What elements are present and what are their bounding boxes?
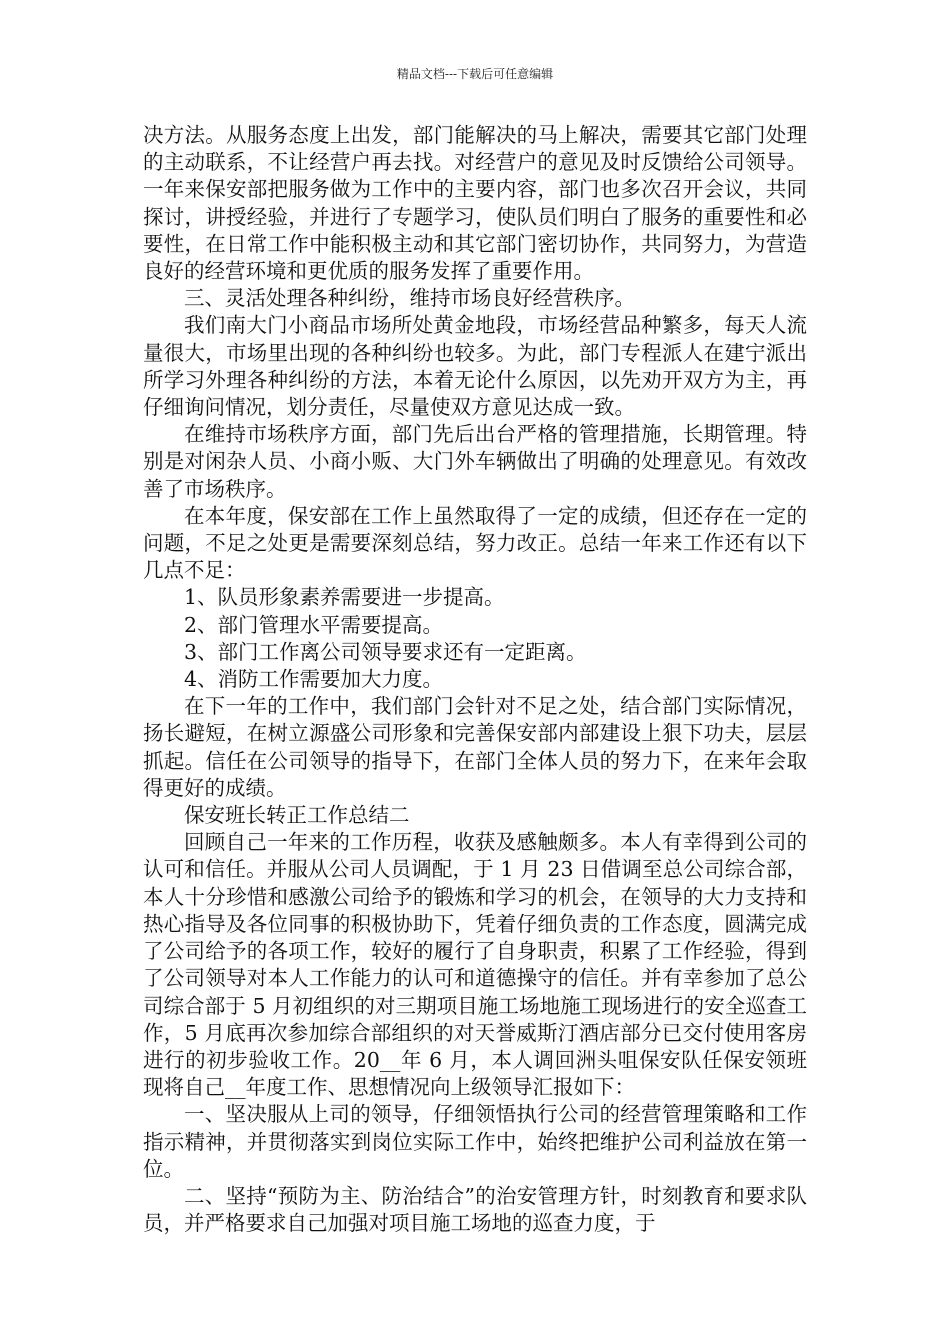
paragraph: 一、坚决服从上司的领导，仔细领悟执行公司的经营管理策略和工作指示精神，并贯彻落实到岗位实际工作中，始终把维护公司利益放在第一位。 [143,1102,807,1181]
paragraph: 决方法。从服务态度上出发，部门能解决的马上解决，需要其它部门处理的主动联系，不让经营户再去找。对经营户的意见及时反馈给公司领导。一年来保安部把服务做为工作中的主要内容，部门也多次召开会议，共同探讨，讲授经验，并进行了专题学习，使队员们明白了服务的重要性和必要性，在日常工作中能积极主动和其它部门密切协作，共同努力，为营造良好的经营环境和更优质的服务发挥了重要作用。 [143,123,807,284]
paragraph: 在维持市场秩序方面，部门先后出台严格的管理措施，长期管理。特别是对闲杂人员、小商小贩、大门外车辆做出了明确的处理意见。有效改善了市场秩序。 [143,422,807,501]
list-item: 3、部门工作离公司领导要求还有一定距离。 [184,639,587,664]
paragraph: 二、坚持“预防为主、防治结合”的治安管理方针，时刻教育和要求队员，并严格要求自己加强对项目施工场地的巡查力度，于 [143,1183,807,1236]
list-item: 4、消防工作需要加大力度。 [184,667,444,692]
document-body [143,122,807,1237]
paragraph: 在本年度，保安部在工作上虽然取得了一定的成绩，但还存在一定的问题，不足之处更是需要深刻总结，努力改正。总结一年来工作还有以下几点不足： [143,503,807,583]
paragraph: 在下一年的工作中，我们部门会针对不足之处，结合部门实际情况，扬长避短，在树立源盛公司形象和完善保安部内部建设上狠下功夫，层层抓起。信任在公司领导的指导下，在部门全体人员的努力下，在来年会取得更好的成绩。 [143,694,807,800]
paragraph: 回顾自己一年来的工作历程，收获及感触颇多。本人有幸得到公司的认可和信任。并服从公司人员调配，于 1 月 23 日借调至总公司综合部，本人十分珍惜和感激公司给予的锻炼和学习的机会，在领导的大力支持和热心指导及各位同事的积极协助下，凭着仔细负责的工作态度，圆满完成了公司给予的各项工作，较好的履行了自身职责，积累了工作经验，得到了公司领导对本人工作能力的认可和道德操守的信任。并有幸参加了总公司综合部于 5 月初组织的对三期项目施工场地施工现场进行的安全巡查工作，5 月底再次参加综合部组织的对天誉威斯汀酒店部分已交付使用客房进行的初步验收工作。20__年 6 月，本人调回洲头咀保安队任保安领班现将自己__年度工作、思想情况向上级领导汇报如下： [143,830,807,1100]
paragraph: 我们南大门小商品市场所处黄金地段，市场经营品种繁多，每天人流量很大，市场里出现的各种纠纷也较多。为此，部门专程派人在建宁派出所学习外理各种纠纷的方法，本着无论什么原因，以先劝开双方为主，再仔细询问情况，划分责任，尽量使双方意见达成一致。 [143,313,807,420]
page-header: 精品文档---下载后可任意编辑 [396,67,554,81]
list-item: 1、队员形象素养需要进一步提高。 [184,585,505,610]
list-item: 2、部门管理水平需要提高。 [184,612,444,637]
section-title: 保安班长转正工作总结二 [184,803,410,828]
section-heading: 三、灵活处理各种纠纷，维持市场良好经营秩序。 [184,286,635,311]
